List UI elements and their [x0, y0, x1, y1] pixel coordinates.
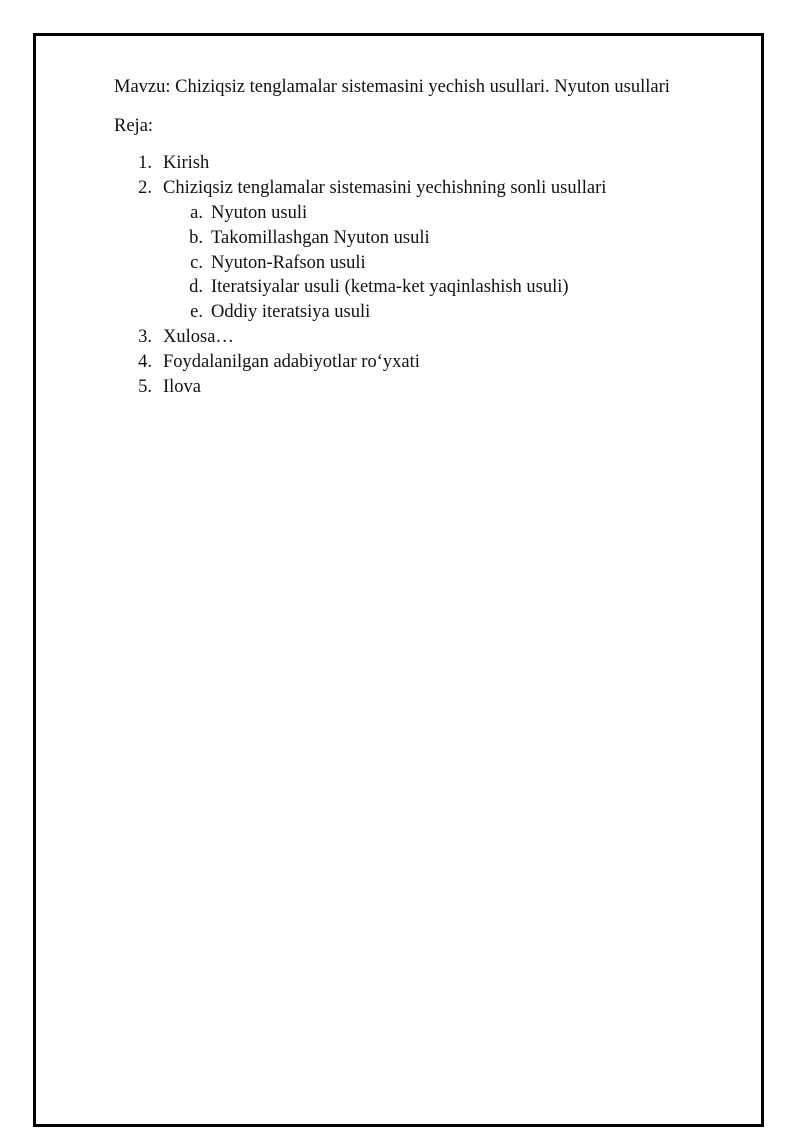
- sub-list-marker: b.: [189, 227, 203, 248]
- sub-list-item-text: Takomillashgan Nyuton usuli: [211, 227, 430, 248]
- sub-list-item-text: Iteratsiyalar usuli (ketma-ket yaqinlashish usuli): [211, 277, 569, 298]
- list-item-text: Ilova: [163, 377, 202, 398]
- list-item-text: Foydalanilgan adabiyotlar ro‘yxati: [163, 352, 420, 373]
- list-marker: 1.: [138, 153, 152, 173]
- list-marker: 2.: [138, 177, 152, 198]
- sub-list-marker: a.: [190, 202, 203, 223]
- list-item-text: Kirish: [163, 153, 210, 173]
- sub-list-marker: c.: [190, 252, 203, 273]
- list-marker: 4.: [138, 352, 152, 373]
- document-topic: Mavzu: Chiziqsiz tenglamalar sistemasini yechish usullari. Nyuton usullari: [114, 77, 670, 97]
- sub-list-marker: d.: [189, 277, 203, 298]
- list-marker: 3.: [138, 327, 152, 348]
- sub-list-item-text: Oddiy iteratsiya usuli: [211, 302, 371, 323]
- sub-list-marker: e.: [190, 302, 203, 323]
- sub-list-item-text: Nyuton usuli: [211, 202, 308, 223]
- list-item-text: Xulosa…: [163, 327, 234, 348]
- list-marker: 5.: [138, 377, 152, 398]
- list-item-text: Chiziqsiz tenglamalar sistemasini yechishning sonli usullari: [163, 177, 607, 198]
- sub-list-item-text: Nyuton-Rafson usuli: [211, 252, 366, 273]
- plan-heading: Reja:: [114, 116, 154, 136]
